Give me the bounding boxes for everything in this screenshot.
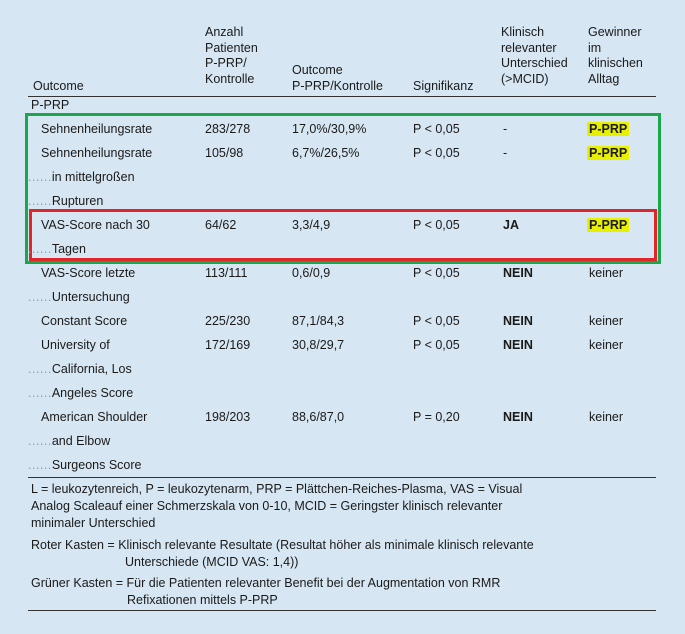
row-mcid: NEIN [503, 410, 533, 424]
row-winner: P-PRP [589, 146, 628, 160]
footnote-line: minimaler Unterschied [31, 516, 156, 530]
row-mcid: - [503, 146, 508, 160]
row-winner: keiner [589, 338, 624, 352]
table-bottom-rule [28, 477, 656, 478]
row-mcid: NEIN [503, 338, 533, 352]
section-label: P-PRP [31, 98, 70, 112]
header-gewinner: Gewinner im klinischen Alltag [588, 25, 643, 86]
row-significance: P < 0,05 [413, 266, 460, 280]
row-outcome: University of [41, 338, 110, 352]
row-count: 64/62 [205, 218, 237, 232]
row-outcome-cont: ......California, Los [28, 362, 132, 376]
footnote-line: Roter Kasten = Klinisch relevante Resultate (Resultat höher als minimale klinisch relevante [31, 538, 534, 552]
row-count: 198/203 [205, 410, 251, 424]
row-mcid: JA [503, 218, 519, 232]
row-value: 6,7%/26,5% [292, 146, 360, 160]
row-significance: P = 0,20 [413, 410, 460, 424]
row-winner: P-PRP [589, 122, 628, 136]
row-outcome-cont: ......and Elbow [28, 434, 111, 448]
header-outcome: Outcome [33, 79, 84, 93]
footnote-line: L = leukozytenreich, P = leukozytenarm, PRP = Plättchen-Reiches-Plasma, VAS = Visual [31, 482, 523, 496]
row-winner: keiner [589, 266, 624, 280]
header-anzahl: Anzahl Patienten P-PRP/ Kontrolle [205, 25, 258, 86]
row-mcid: - [503, 122, 508, 136]
row-significance: P < 0,05 [413, 314, 460, 328]
footer-rule [28, 610, 656, 611]
row-significance: P < 0,05 [413, 146, 460, 160]
row-mcid: NEIN [503, 266, 533, 280]
row-significance: P < 0,05 [413, 338, 460, 352]
row-outcome: Sehnenheilungsrate [41, 122, 153, 136]
row-count: 172/169 [205, 338, 251, 352]
row-value: 0,6/0,9 [292, 266, 331, 280]
row-outcome: American Shoulder [41, 410, 148, 424]
row-outcome-cont: ......Untersuchung [28, 290, 130, 304]
row-count: 283/278 [205, 122, 251, 136]
row-count: 105/98 [205, 146, 244, 160]
row-outcome: VAS-Score letzte [41, 266, 136, 280]
row-mcid: NEIN [503, 314, 533, 328]
header-outcome-pprp: Outcome P-PRP/Kontrolle [292, 63, 384, 93]
row-value: 87,1/84,3 [292, 314, 345, 328]
row-count: 225/230 [205, 314, 251, 328]
row-winner: P-PRP [589, 218, 628, 232]
row-outcome-cont: ......Surgeons Score [28, 458, 142, 472]
header-klinisch: Klinisch relevanter Unterschied (>MCID) [501, 25, 568, 86]
row-value: 17,0%/30,9% [292, 122, 367, 136]
row-winner: keiner [589, 410, 624, 424]
footnote-line: Grüner Kasten = Für die Patienten relevanter Benefit bei der Augmentation von RMR [31, 576, 501, 590]
header-rule [28, 96, 656, 97]
header-signifikanz: Signifikanz [413, 79, 474, 93]
row-winner: keiner [589, 314, 624, 328]
row-outcome: Sehnenheilungsrate [41, 146, 153, 160]
row-outcome-cont: ......Tagen [28, 242, 86, 256]
row-value: 3,3/4,9 [292, 218, 331, 232]
footnote-line: Refixationen mittels P-PRP [127, 593, 278, 607]
row-outcome-cont: ......in mittelgroßen [28, 170, 135, 184]
footnote-line: Analog Scaleauf einer Schmerzskala von 0-10, MCID = Geringster klinisch relevanter [31, 499, 503, 513]
row-count: 113/111 [205, 266, 248, 280]
footnote-line: Unterschiede (MCID VAS: 1,4)) [125, 555, 299, 569]
row-outcome: VAS-Score nach 30 [41, 218, 150, 232]
row-outcome-cont: ......Angeles Score [28, 386, 134, 400]
row-value: 88,6/87,0 [292, 410, 345, 424]
row-outcome: Constant Score [41, 314, 128, 328]
row-value: 30,8/29,7 [292, 338, 345, 352]
row-significance: P < 0,05 [413, 218, 460, 232]
row-significance: P < 0,05 [413, 122, 460, 136]
row-outcome-cont: ......Rupturen [28, 194, 104, 208]
